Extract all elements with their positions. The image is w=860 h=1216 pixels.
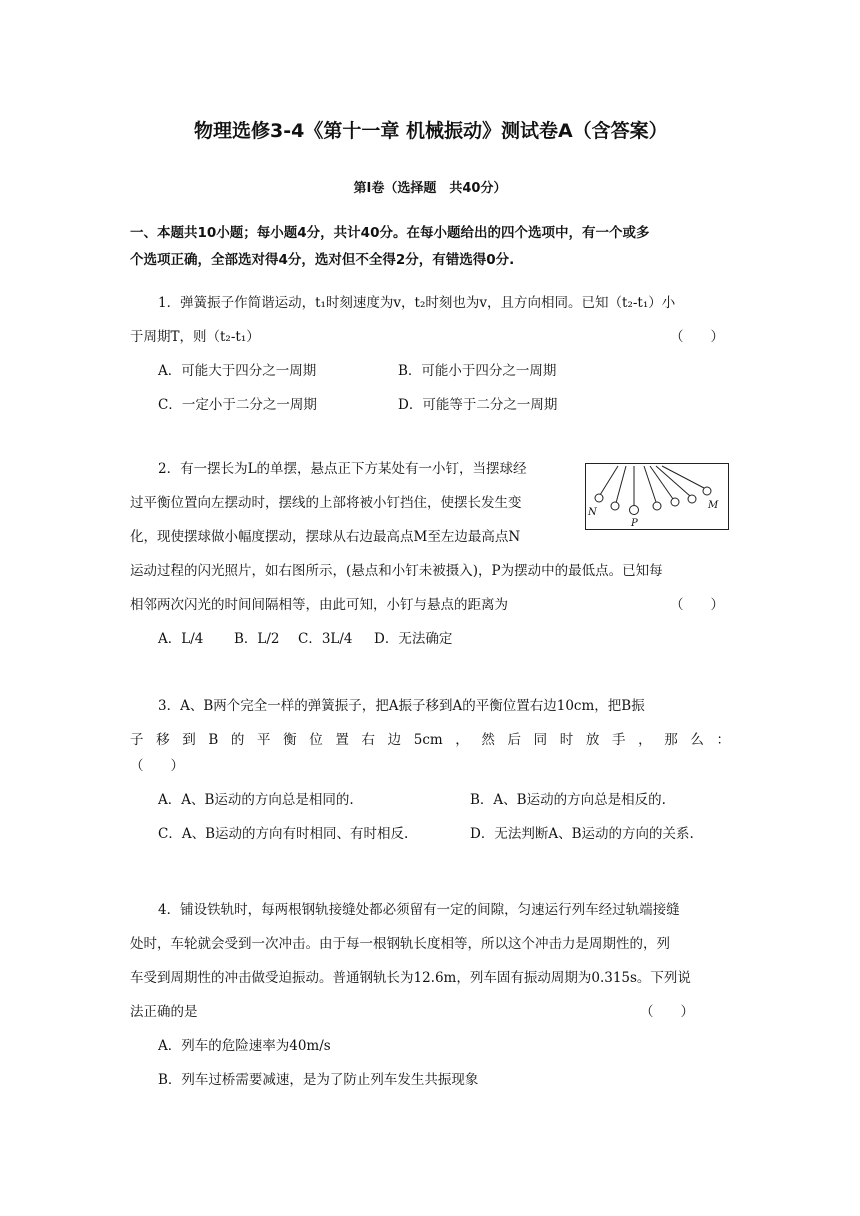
q4-answer-paren: （ ） <box>640 1004 694 1020</box>
document-title: 物理选修3-4《第十一章 机械振动》测试卷A（含答案） <box>194 120 668 142</box>
section-line-1: 一、本题共10小题；每小题4分，共计40分。在每小题给出的四个选项中，有一个或多 <box>130 225 650 241</box>
q2-line-4: 运动过程的闪光照片，如右图所示，(悬点和小钉未被摄入)，P为摆动中的最低点。已知每 <box>130 563 663 579</box>
question-1 <box>130 286 730 422</box>
q3-option-b: B．A、B运动的方向总是相反的. <box>470 792 666 808</box>
q4-line-2: 处时，车轮就会受到一次冲击。由于每一根钢轨长度相等，所以这个冲击力是周期性的，列 <box>130 936 670 952</box>
label-m: M <box>708 500 719 511</box>
q2-line-1: 2．有一摆长为L的单摆，悬点正下方某处有一小钉，当摆球经 <box>158 461 527 477</box>
pendulum-flash-photo-diagram <box>586 464 728 529</box>
q3-option-c: C．A、B运动的方向有时相同、有时相反. <box>158 826 409 842</box>
q4-line-4-text: 法正确的是 <box>130 1004 198 1020</box>
q2-line-2: 过平衡位置向左摆动时，摆线的上部将被小钉挡住，使摆长发生变 <box>130 495 522 511</box>
q1-option-d: D．可能等于二分之一周期 <box>398 397 558 413</box>
pendulum-figure <box>585 463 729 530</box>
q2-answer-paren: （ ） <box>670 597 724 613</box>
q1-line-2 <box>130 320 730 354</box>
q1-line-2-text: 于周期T，则（t₂-t₁） <box>130 329 260 345</box>
q2-line-5 <box>130 588 730 622</box>
q2-option-d: D．无法确定 <box>374 631 453 647</box>
q4-option-a: A．列车的危险速率为40m/s <box>158 1038 331 1054</box>
q2-options-row <box>130 622 730 656</box>
q3-option-d: D．无法判断A、B运动的方向的关系. <box>470 826 694 842</box>
question-4 <box>130 893 730 1097</box>
label-n: N <box>588 507 597 518</box>
q1-answer-paren: （ ） <box>670 329 724 345</box>
section-line-2: 个选项正确，全部选对得4分，选对但不全得2分，有错选得0分. <box>130 252 515 268</box>
q3-options-row-1 <box>130 783 730 817</box>
q1-options-row-2 <box>130 388 730 422</box>
q4-line-4 <box>130 995 730 1029</box>
q1-line-1: 1．弹簧振子作简谐运动，t₁时刻速度为v，t₂时刻也为v，且方向相同。已知（t₂-t₁）小 <box>158 295 676 311</box>
q1-option-a: A．可能大于四分之一周期 <box>158 363 317 379</box>
label-p: P <box>631 518 638 529</box>
q1-option-c: C．一定小于二分之一周期 <box>158 397 317 413</box>
q1-options-row-1 <box>130 354 730 388</box>
q3-line-2: 子移到B的平衡位置右边5cm，然后同时放手，那么： <box>130 732 730 748</box>
q4-line-3: 车受到周期性的冲击做受迫振动。普通钢轨长为12.6m，列车固有振动周期为0.315s。下列说 <box>130 970 691 986</box>
q2-option-a: A．L/4 <box>158 631 204 647</box>
q2-option-c: C．3L/4 <box>298 631 353 647</box>
q3-option-a: A．A、B运动的方向总是相同的. <box>158 792 354 808</box>
q2-line-3: 化，现使摆球做小幅度摆动，摆球从右边最高点M至左边最高点N <box>130 529 521 545</box>
part-heading: 第Ⅰ卷（选择题 共40分） <box>353 181 507 196</box>
section-instructions <box>130 220 730 274</box>
q1-option-b: B．可能小于四分之一周期 <box>398 363 557 379</box>
q3-answer-paren: （ ） <box>130 758 184 774</box>
q2-option-b: B．L/2 <box>234 631 280 647</box>
q4-option-b: B．列车过桥需要减速，是为了防止列车发生共振现象 <box>158 1072 479 1088</box>
q3-line-1: 3．A、B两个完全一样的弹簧振子，把A振子移到A的平衡位置右边10cm，把B振 <box>158 698 645 714</box>
q2-line-5-text: 相邻两次闪光的时间间隔相等，由此可知，小钉与悬点的距离为 <box>130 597 508 613</box>
q3-options-row-2 <box>130 817 730 851</box>
question-3 <box>130 689 730 851</box>
q4-line-1: 4．铺设铁轨时，每两根钢轨接缝处都必须留有一定的间隙，匀速运行列车经过轨端接缝 <box>158 902 680 918</box>
